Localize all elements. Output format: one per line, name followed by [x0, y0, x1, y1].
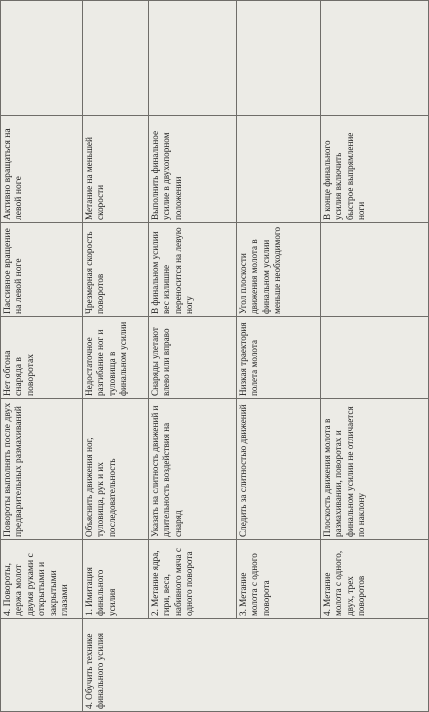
instruction-cell: Объяснить движения ног, туловища, рук и их последовательность	[84, 437, 117, 537]
cause-cell: В финальном усилии вес излишне переносится на левую ногу	[150, 227, 195, 314]
exercise-cell: 2. Метание ядра, гири, веса, набивного мяча с одного поворота	[150, 548, 195, 616]
error-cell: Низкая траектория полета молота	[238, 322, 260, 396]
instruction-cell: Следить за слитностью движений	[238, 404, 248, 537]
fix-cell: В конце финального усилия включить быстрое выпрямление ноги	[322, 132, 367, 220]
error-cell: Снаряды улетают влево или вправо	[150, 327, 172, 396]
cause-cell: Угол плоскости движения молота в финальном усилии меньше необходимого	[238, 226, 283, 314]
task-cell: 4. Обучить технике финального усилия	[84, 633, 106, 709]
exercise-cell: 1. Имитация финального усилия	[84, 567, 117, 616]
instruction-cell: Указать на слитность движений и длительность воздействия на снаряд	[150, 405, 183, 537]
error-cell	[320, 317, 428, 399]
error-cell: Недостаточное разгибание ног и туловища в финальном усилии	[84, 321, 129, 396]
header-cell-error: Нет обгона снаряда в поворотах	[2, 350, 36, 396]
fix-cell	[236, 116, 320, 223]
header-cell-1	[0, 619, 82, 712]
instruction-cell: Плоскость движения молота в размахивании, поворотах и финальном усилии не отличается по наклону	[322, 406, 367, 537]
header-cell-instruction: Повороты выполнять после двух предварительных размахиваний	[2, 402, 25, 537]
exercise-cell: 4. Метание молота с одного, двух, трех поворотов	[322, 550, 367, 616]
cause-cell	[320, 223, 428, 317]
cause-cell: Чрезмерная скорость поворотов	[84, 231, 106, 314]
fix-cell: Выполнить финальное усилие в двухопорном положении	[150, 130, 183, 220]
header-cell-cause: Пассивное вращение на левой ноге	[2, 228, 25, 314]
header-cell-fix: Активно вращаться на левой ноге	[2, 128, 25, 220]
fix-cell: Метание на меньшей скорости	[84, 137, 106, 220]
header-cell-exercise: 4. Повороты, держа молот двумя руками с открытыми и закрытыми глазами	[2, 553, 71, 616]
exercise-cell: 3. Метание молота с одного поворота	[238, 553, 271, 616]
